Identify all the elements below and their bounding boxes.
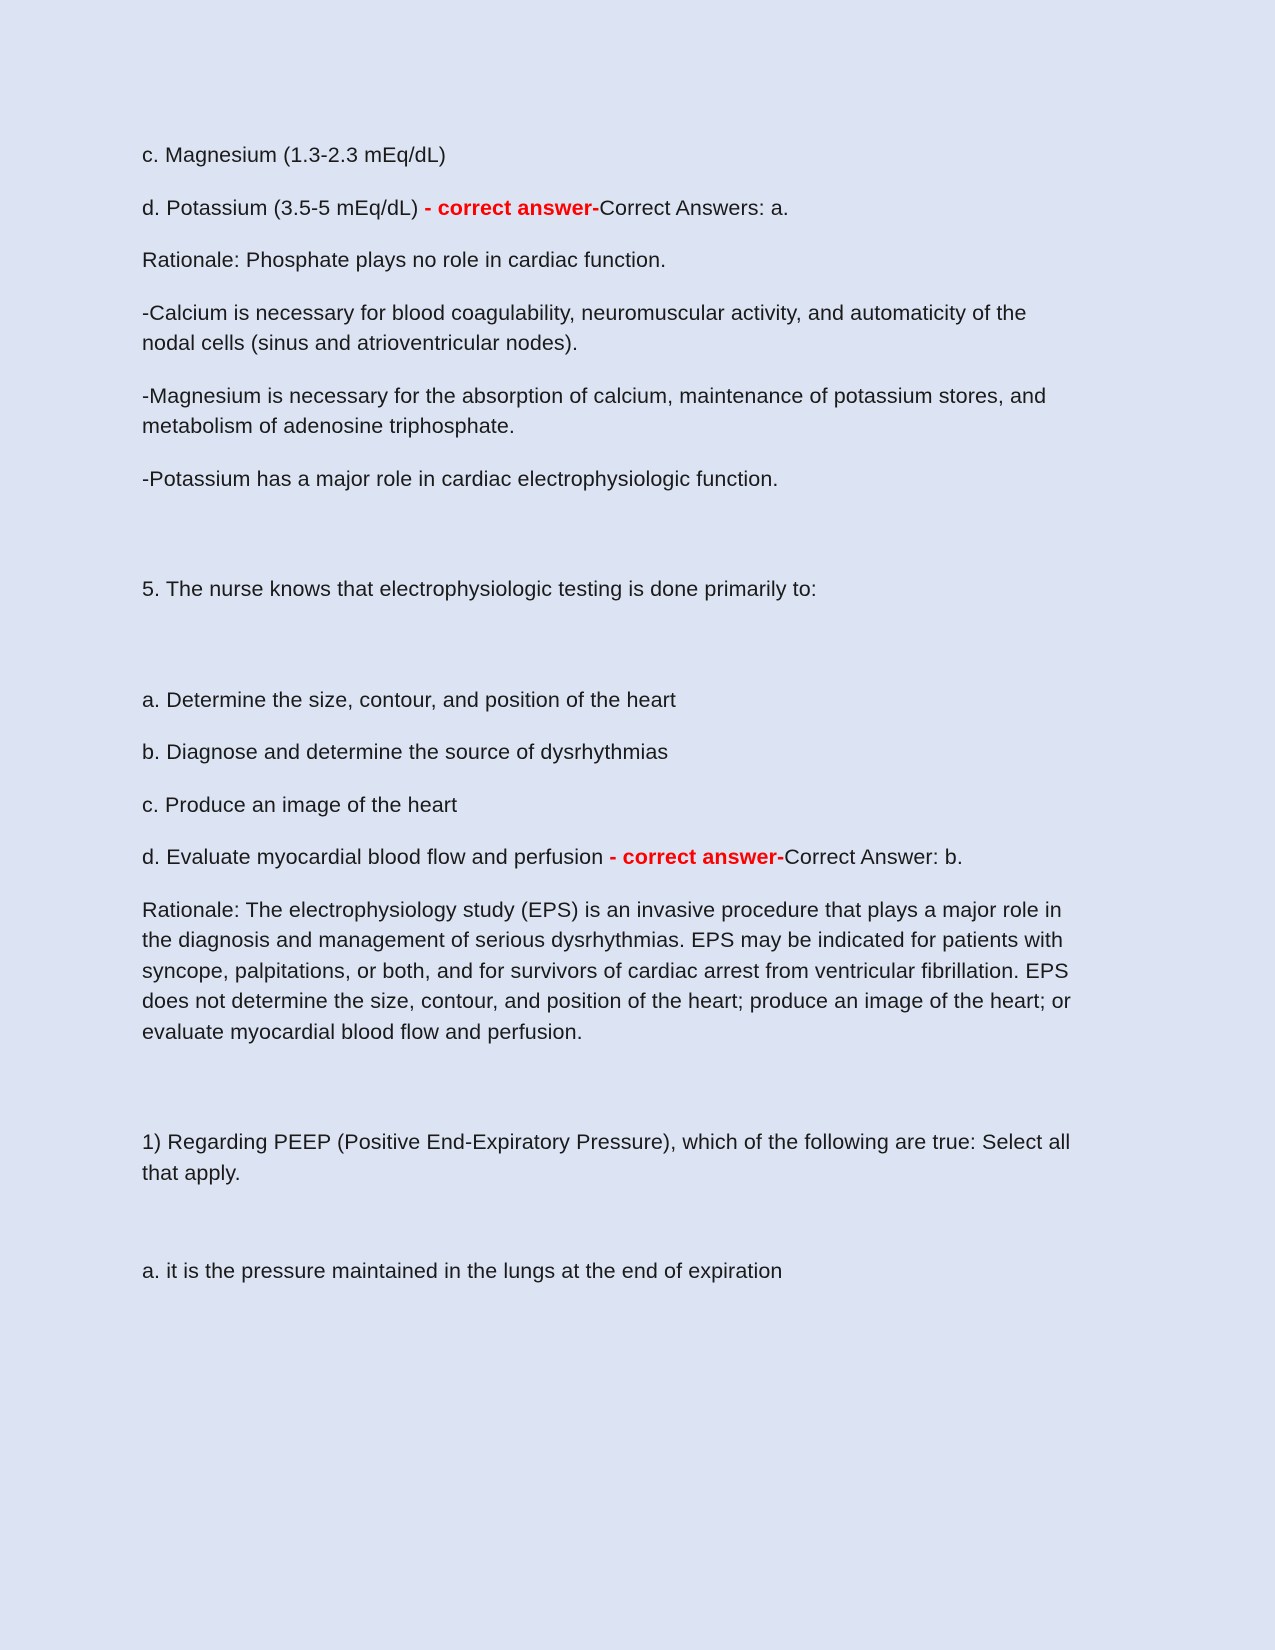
paragraph-question-5: 5. The nurse knows that electrophysiologic testing is done primarily to: bbox=[142, 577, 817, 602]
option-d-text: d. Potassium (3.5-5 mEq/dL) bbox=[142, 195, 425, 220]
paragraph-spacer-4 bbox=[142, 1210, 1072, 1256]
correct-answers-label: Correct Answers: a. bbox=[599, 195, 789, 220]
paragraph-question-1-peep: 1) Regarding PEEP (Positive End-Expiratory Pressure), which of the following are true: Select all that apply. bbox=[142, 1130, 1071, 1185]
paragraph-q5-option-b: b. Diagnose and determine the source of dysrhythmias bbox=[142, 740, 669, 765]
paragraph-spacer-2 bbox=[142, 627, 1072, 685]
correct-answer-marker: - correct answer- bbox=[609, 845, 785, 870]
paragraph-q5-option-c: c. Produce an image of the heart bbox=[142, 792, 458, 817]
q5-option-d-text: d. Evaluate myocardial blood flow and perfusion bbox=[142, 845, 610, 870]
paragraph-q1-option-a: a. it is the pressure maintained in the lungs at the end of expiration bbox=[142, 1259, 783, 1284]
paragraph-rationale-eps: Rationale: The electrophysiology study (EPS) is an invasive procedure that plays a major role in the diagnosis and management of serious dysrhythmias. EPS may be indicated for patients with syncope, palpitations, or both, and for survivors of cardiac arrest from ventricular fibrillation. EPS does not determine the size, contour, and position of the heart; produce an image of the heart; or evaluate myocardial blood flow and perfusion. bbox=[142, 897, 1071, 1044]
paragraph-q5-option-d bbox=[142, 842, 1072, 873]
correct-answer-marker: - correct answer- bbox=[424, 195, 600, 220]
paragraph-q5-option-a: a. Determine the size, contour, and position of the heart bbox=[142, 687, 676, 712]
correct-answer-label: Correct Answer: b. bbox=[784, 845, 963, 870]
paragraph-note-calcium: -Calcium is necessary for blood coagulability, neuromuscular activity, and automaticity of the nodal cells (sinus and atrioventricular nodes). bbox=[142, 300, 1027, 356]
paragraph-option-d-potassium bbox=[142, 193, 1072, 224]
paragraph-note-magnesium: -Magnesium is necessary for the absorption of calcium, maintenance of potassium stores, and metabolism of adenosine triphosphate. bbox=[142, 383, 1047, 439]
paragraph-note-potassium: -Potassium has a major role in cardiac electrophysiologic function. bbox=[142, 466, 779, 491]
paragraph-spacer-3 bbox=[142, 1069, 1072, 1127]
paragraph-option-c-magnesium: c. Magnesium (1.3-2.3 mEq/dL) bbox=[142, 143, 447, 167]
paragraph-spacer-1 bbox=[142, 516, 1072, 574]
paragraph-rationale-phosphate: Rationale: Phosphate plays no role in cardiac function. bbox=[142, 248, 667, 273]
document-body bbox=[142, 140, 1072, 1309]
